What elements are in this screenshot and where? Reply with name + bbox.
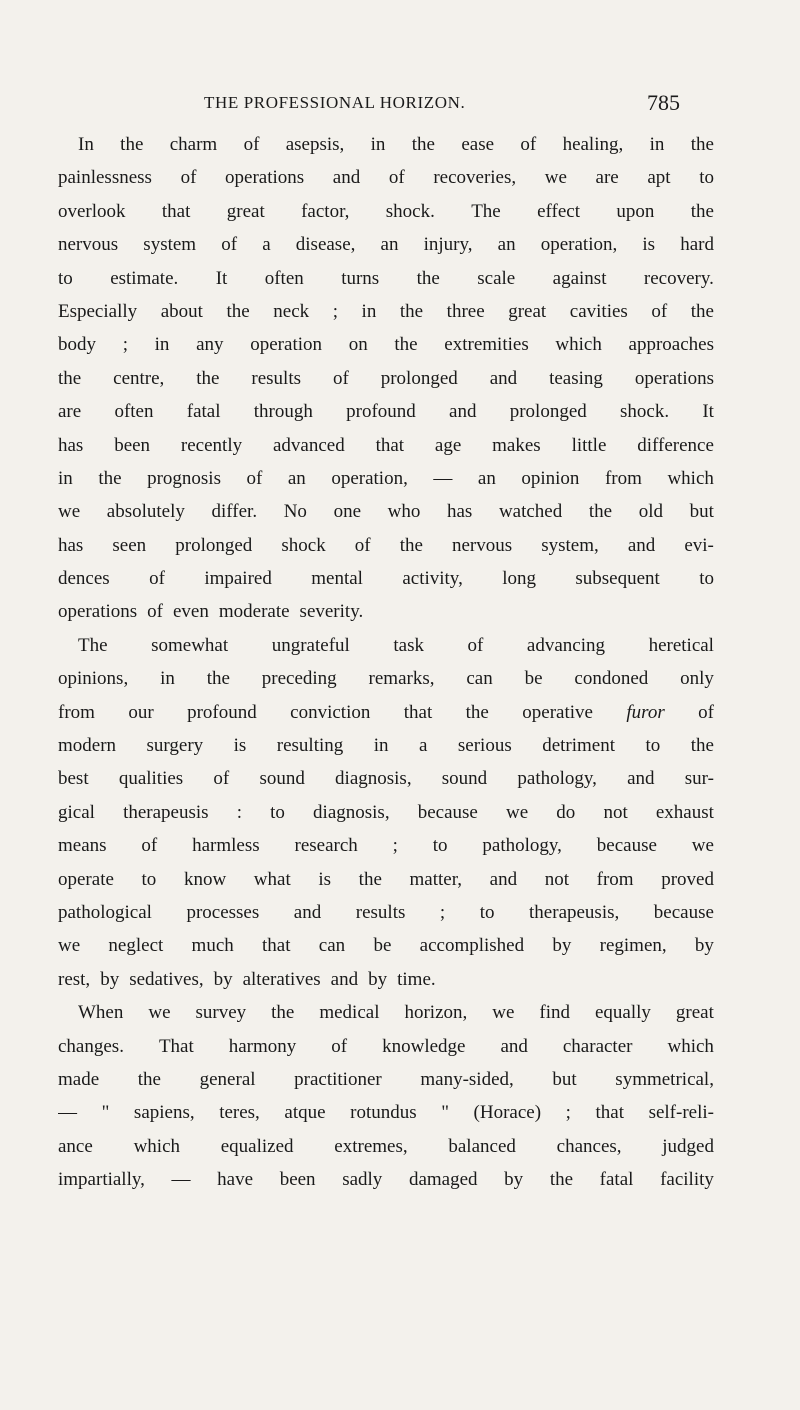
text-line: in the prognosis of an operation, — an opinion from which <box>58 467 714 489</box>
text-line: changes. That harmony of knowledge and character which <box>58 1035 714 1057</box>
text-line: we neglect much that can be accomplished by regimen, by <box>58 935 714 957</box>
page-number: 785 <box>647 90 680 115</box>
text-line: are often fatal through profound and prolonged shock. It <box>58 401 714 423</box>
running-title: THE PROFESSIONAL HORIZON. <box>204 93 466 112</box>
running-head <box>204 88 680 118</box>
text-line: In the charm of asepsis, in the ease of healing, in the <box>78 134 714 155</box>
text-line: The somewhat ungrateful task of advancing heretical <box>78 634 714 656</box>
text-line: operate to know what is the matter, and not from proved <box>58 868 714 890</box>
text-line: means of harmless research ; to pathology, because we <box>58 835 714 857</box>
text-line: pathological processes and results ; to therapeusis, because <box>58 901 714 923</box>
text-line: body ; in any operation on the extremities which approaches <box>58 334 714 356</box>
text-line: has been recently advanced that age makes little difference <box>58 434 714 456</box>
body-text <box>58 128 714 1197</box>
text-line: from our profound conviction that the operative furor of <box>58 701 714 723</box>
text-line: — " sapiens, teres, atque rotundus " (Horace) ; that self-reli- <box>58 1102 714 1124</box>
text-line: has seen prolonged shock of the nervous system, and evi- <box>58 534 714 556</box>
text-line: best qualities of sound diagnosis, sound pathology, and sur- <box>58 768 714 790</box>
text-line: impartially, — have been sadly damaged by the fatal facility <box>58 1169 714 1191</box>
text-line: overlook that great factor, shock. The effect upon the <box>58 200 714 222</box>
text-line: made the general practitioner many-sided, but symmetrical, <box>58 1068 714 1090</box>
text-line: Especially about the neck ; in the three great cavities of the <box>58 300 714 322</box>
text-line: opinions, in the preceding remarks, can be condoned only <box>58 668 714 690</box>
text-line: painlessness of operations and of recoveries, we are apt to <box>58 167 714 189</box>
text-line: operations of even moderate severity. <box>58 601 364 623</box>
text-line: ance which equalized extremes, balanced chances, judged <box>58 1135 714 1157</box>
text-line: When we survey the medical horizon, we find equally great <box>78 1002 714 1024</box>
text-line: to estimate. It often turns the scale against recovery. <box>58 267 714 289</box>
text-line: modern surgery is resulting in a serious detriment to the <box>58 735 714 757</box>
text-line: nervous system of a disease, an injury, an operation, is hard <box>58 234 714 256</box>
text-line: the centre, the results of prolonged and teasing operations <box>58 367 714 389</box>
text-line: rest, by sedatives, by alteratives and by time. <box>58 968 436 990</box>
text-line: dences of impaired mental activity, long subsequent to <box>58 568 714 590</box>
text-line: we absolutely differ. No one who has watched the old but <box>58 501 714 523</box>
text-line: gical therapeusis : to diagnosis, because we do not exhaust <box>58 801 714 823</box>
